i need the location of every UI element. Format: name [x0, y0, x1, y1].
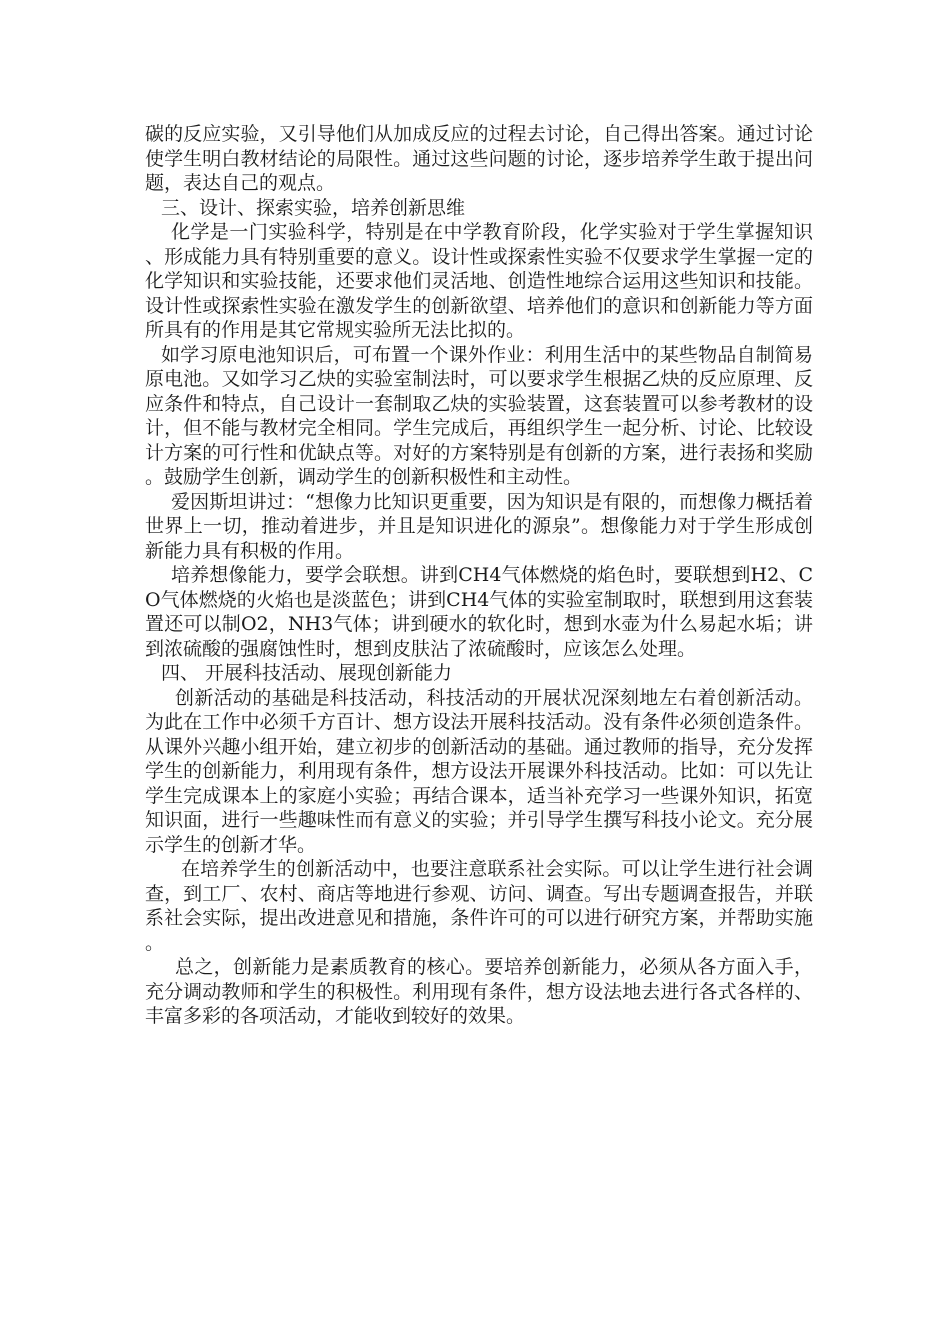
paragraph-conclusion: 总之，创新能力是素质教育的核心。要培养创新能力，必须从各方面入手，充分调动教师和学生的积极性。利用现有条件，想方设法地去进行各式各样的、丰富多彩的各项活动，才能收到较好的效果。 [145, 956, 813, 1027]
paragraph-einstein-quote: 爱因斯坦讲过：“想像力比知识更重要，因为知识是有限的，而想像力概括着世界上一切，推动着进步，并且是知识进化的源泉”。想像能力对于学生形成创新能力具有积极的作用。 [145, 490, 813, 562]
document-body [145, 122, 813, 1029]
paragraph-continuation: 碳的反应实验，又引导他们从加成反应的过程去讨论，自己得出答案。通过讨论使学生明白教材结论的局限性。通过这些问题的讨论，逐步培养学生敢于提出问题，表达自己的观点。 [145, 123, 813, 194]
section-heading-three: 三、设计、探索实验，培养创新思维 [161, 196, 466, 219]
paragraph-imagination-association: 培养想像能力，要学会联想。讲到CH4气体燃烧的焰色时，要联想到H2、CO气体燃烧的火焰也是淡蓝色；讲到CH4气体的实验室制取时，联想到用这套装置还可以制O2，NH3气体；讲到硬水的软化时，想到水壶为什么易起水垢；讲到浓硫酸的强腐蚀性时，想到皮肤沾了浓硫酸时，应该怎么处理。 [145, 564, 813, 660]
paragraph-battery-example: 如学习原电池知识后，可布置一个课外作业：利用生活中的某些物品自制简易原电池。又如学习乙炔的实验室制法时，可以要求学生根据乙炔的反应原理、反应条件和特点，自己设计一套制取乙炔的实验装置，这套装置可以参考教材的设计，但不能与教材完全相同。学生完成后，再组织学生一起分析、讨论、比较设计方案的可行性和优缺点等。对好的方案特别是有创新的方案，进行表扬和奖励。鼓励学生创新，调动学生的创新积极性和主动性。 [145, 343, 813, 488]
section-heading-four: 四、 开展科技活动、展现创新能力 [161, 662, 453, 684]
paragraph-social-practice: 在培养学生的创新活动中，也要注意联系社会实际。可以让学生进行社会调查，到工厂、农村、商店等地进行参观、访问、调查。写出专题调查报告，并联系社会实际，提出改进意见和措施，条件许可的可以进行研究方案，并帮助实施。 [145, 858, 813, 954]
paragraph-science-activities: 创新活动的基础是科技活动，科技活动的开展状况深刻地左右着创新活动。为此在工作中必须千方百计、想方设法开展科技活动。没有条件必须创造条件。从课外兴趣小组开始，建立初步的创新活动的基础。通过教师的指导，充分发挥学生的创新能力，利用现有条件，想方设法开展课外科技活动。比如：可以先让学生完成课本上的家庭小实验；再结合课本，适当补充学习一些课外知识，拓宽知识面，进行一些趣味性而有意义的实验；并引导学生撰写科技小论文。充分展示学生的创新才华。 [145, 686, 813, 856]
paragraph-chemistry-experiments: 化学是一门实验科学，特别是在中学教育阶段，化学实验对于学生掌握知识、形成能力具有特别重要的意义。设计性或探索性实验不仅要求学生掌握一定的化学知识和实验技能，还要求他们灵活地、创造性地综合运用这些知识和技能。设计性或探索性实验在激发学生的创新欲望、培养他们的意识和创新能力等方面所具有的作用是其它常规实验所无法比拟的。 [145, 221, 813, 341]
